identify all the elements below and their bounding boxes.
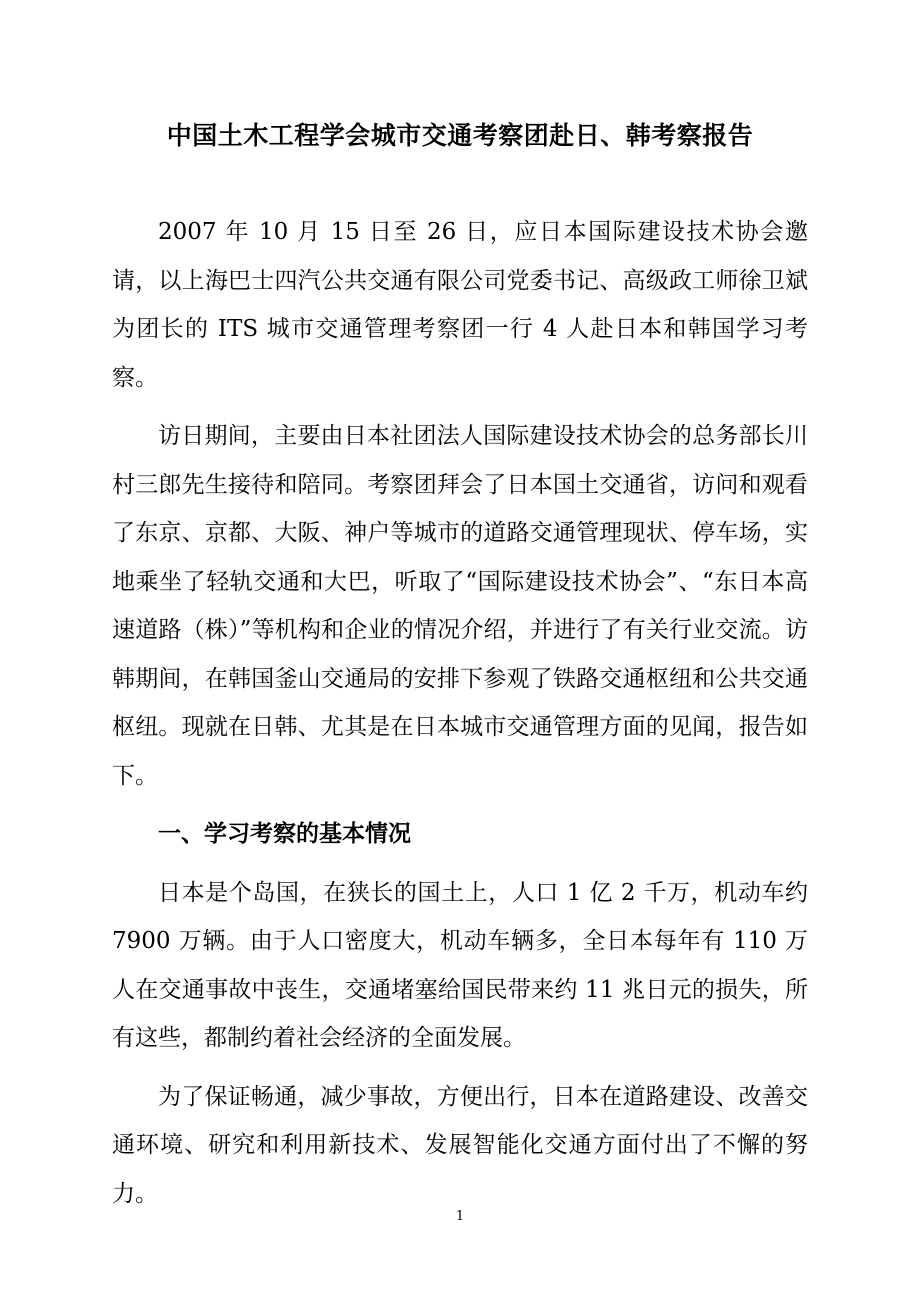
japan-efforts-paragraph: 为了保证畅通，减少事故，方便出行，日本在道路建设、改善交通环境、研究和利用新技术、发展智能化交通方面付出了不懈的努力。 xyxy=(112,1083,808,1207)
intro-paragraph: 2007 年 10 月 15 日至 26 日，应日本国际建设技术协会邀请，以上海巴士四汽公共交通有限公司党委书记、高级政工师徐卫斌为团长的 ITS 城市交通管理考察团一行 4 人赴日本和韩国学习考察。 xyxy=(112,219,808,391)
japan-overview-paragraph: 日本是个岛国，在狭长的国土上，人口 1 亿 2 千万，机动车约 7900 万辆。由于人口密度大，机动车辆多，全日本每年有 110 万人在交通事故中丧生，交通堵塞给国民带来约 11 兆日元的损失，所有这些，都制约着社会经济的全面发展。 xyxy=(112,879,808,1051)
page-title: 中国土木工程学会城市交通考察团赴日、韩考察报告 xyxy=(166,121,754,150)
section-heading: 一、学习考察的基本情况 xyxy=(158,821,411,847)
page-number: 1 xyxy=(455,1209,465,1224)
document-body xyxy=(112,208,808,1228)
visit-summary-paragraph: 访日期间，主要由日本社团法人国际建设技术协会的总务部长川村三郎先生接待和陪同。考察团拜会了日本国土交通省，访问和观看了东京、京都、大阪、神户等城市的道路交通管理现状、停车场，实地乘坐了轻轨交通和大巴，听取了“国际建设技术协会”、“东日本高速道路（株）”等机构和企业的情况介绍，并进行了有关行业交流。访韩期间，在韩国釜山交通局的安排下参观了铁路交通枢纽和公共交通枢纽。现就在日韩、尤其是在日本城市交通管理方面的见闻，报告如下。 xyxy=(112,423,808,789)
